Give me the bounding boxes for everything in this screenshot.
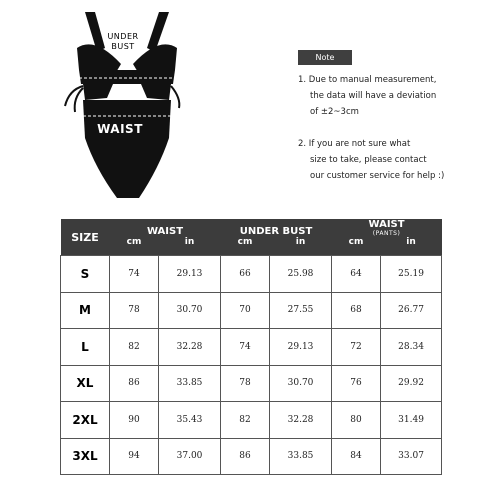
measurement-cell: 35.43: [159, 402, 221, 439]
measurement-cell: 32.28: [159, 329, 221, 366]
unit-header: cm: [221, 237, 270, 256]
measurement-cell: 86: [221, 438, 270, 475]
measurement-cell: 78: [110, 292, 159, 329]
measurement-cell: 33.85: [159, 365, 221, 402]
size-cell: 2XL: [61, 402, 110, 439]
unit-header: cm: [110, 237, 159, 256]
measurement-cell: 74: [110, 256, 159, 293]
measurement-cell: 29.92: [381, 365, 442, 402]
measurement-cell: 66: [221, 256, 270, 293]
size-cell: XL: [61, 365, 110, 402]
note-item-1: 1. Due to manual measurement, the data will have a deviation of ±2~3cm: [298, 75, 437, 117]
measurement-cell: 33.85: [270, 438, 332, 475]
table-row: [61, 329, 442, 366]
swimsuit-illustration: [55, 8, 195, 208]
header-waist-pants: WAIST (PANTS): [332, 219, 442, 237]
measurement-cell: 78: [221, 365, 270, 402]
measurement-cell: 30.70: [159, 292, 221, 329]
measurement-cell: 84: [332, 438, 381, 475]
size-cell: S: [61, 256, 110, 293]
measurement-cell: 32.28: [270, 402, 332, 439]
measurement-cell: 28.34: [381, 329, 442, 366]
table-row: [61, 438, 442, 475]
size-header: SIZE: [61, 219, 110, 256]
measurement-cell: 82: [221, 402, 270, 439]
measurement-cell: 29.13: [159, 256, 221, 293]
unit-header: in: [381, 237, 442, 256]
size-chart-table: [60, 219, 442, 475]
note-item-2: 2. If you are not sure what size to take, please contact our customer service for help :): [298, 139, 445, 181]
unit-header: in: [270, 237, 332, 256]
measurement-cell: 94: [110, 438, 159, 475]
measurement-cell: 30.70: [270, 365, 332, 402]
header-under-bust: UNDER BUST: [221, 219, 332, 237]
table-row: [61, 365, 442, 402]
unit-header: in: [159, 237, 221, 256]
table-row: [61, 402, 442, 439]
header-waist: WAIST: [110, 219, 221, 237]
unit-header: cm: [332, 237, 381, 256]
measurement-cell: 76: [332, 365, 381, 402]
size-cell: L: [61, 329, 110, 366]
measurement-cell: 68: [332, 292, 381, 329]
measurement-cell: 64: [332, 256, 381, 293]
measurement-cell: 74: [221, 329, 270, 366]
measurement-cell: 37.00: [159, 438, 221, 475]
note-badge: Note: [298, 50, 352, 65]
measurement-cell: 72: [332, 329, 381, 366]
size-cell: M: [61, 292, 110, 329]
size-cell: 3XL: [61, 438, 110, 475]
table-row: [61, 256, 442, 293]
measurement-cell: 86: [110, 365, 159, 402]
measurement-cell: 70: [221, 292, 270, 329]
measurement-cell: 80: [332, 402, 381, 439]
measurement-cell: 27.55: [270, 292, 332, 329]
measurement-cell: 33.07: [381, 438, 442, 475]
measurement-cell: 82: [110, 329, 159, 366]
measurement-cell: 90: [110, 402, 159, 439]
measurement-cell: 29.13: [270, 329, 332, 366]
measurement-cell: 26.77: [381, 292, 442, 329]
waist-label: WAIST: [97, 122, 143, 136]
table-row: [61, 292, 442, 329]
measurement-cell: 25.98: [270, 256, 332, 293]
underbust-label: UNDER BUST: [107, 32, 139, 51]
measurement-cell: 31.49: [381, 402, 442, 439]
measurement-cell: 25.19: [381, 256, 442, 293]
